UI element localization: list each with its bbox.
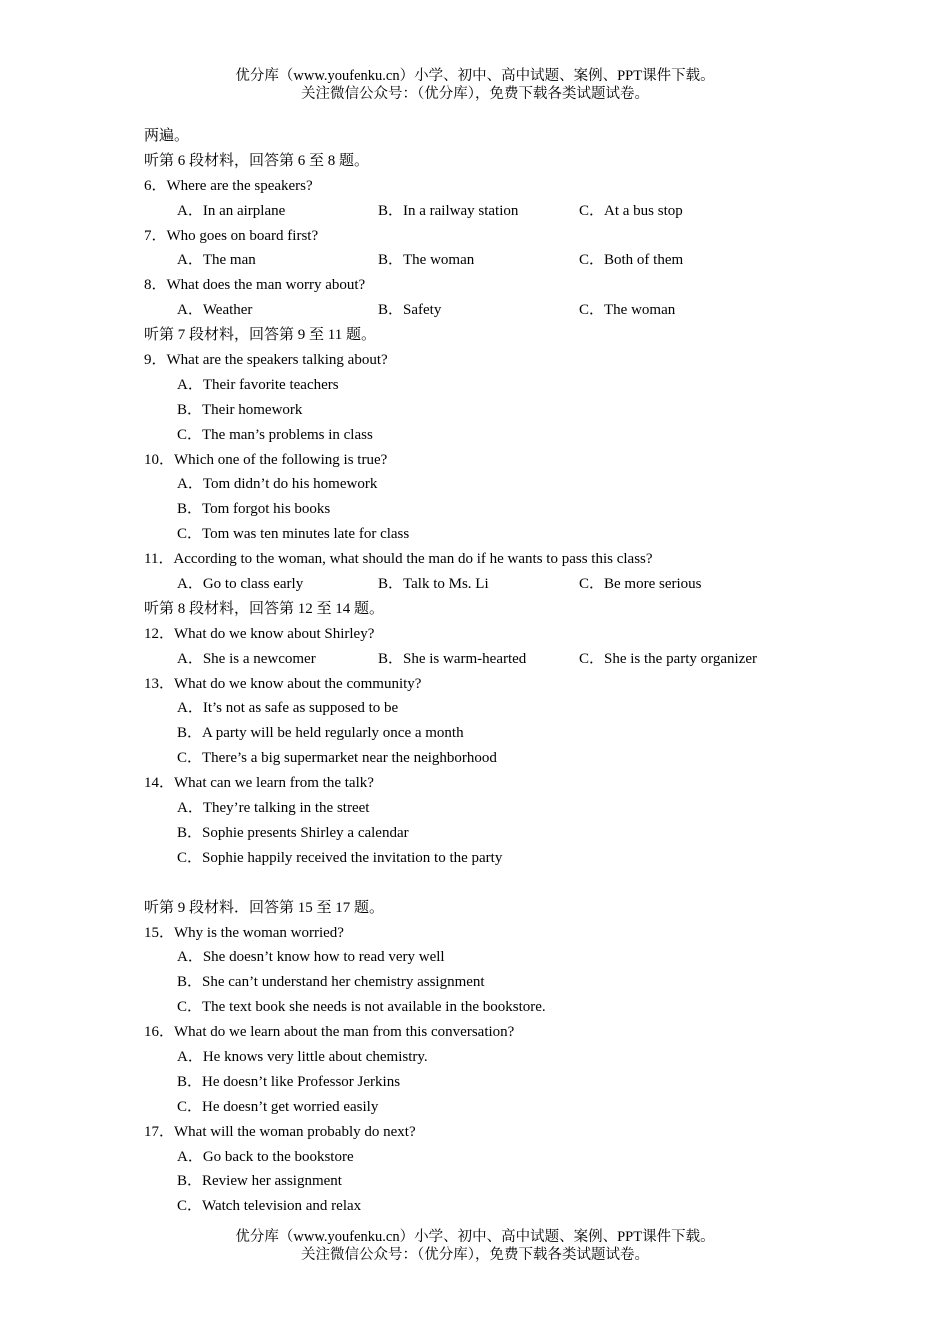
header-line-1: 优分库（www.youfenku.cn）小学、初中、高中试题、案例、PPT课件下载。	[235, 68, 715, 84]
q14-option-b: B．Sophie presents Shirley a calendar	[177, 824, 409, 841]
q12-option-b: B．She is warm-hearted	[378, 650, 527, 667]
question-7-options	[144, 248, 844, 273]
q14-option-a: A．They’re talking in the street	[177, 800, 370, 817]
question-8: 8．What does the man worry about?	[144, 277, 366, 294]
intro-text: 两遍。	[144, 128, 190, 144]
q17-option-b: B．Review her assignment	[177, 1173, 342, 1190]
q13-option-b: B．A party will be held regularly once a month	[177, 725, 464, 742]
question-10: 10．Which one of the following is true?	[144, 451, 388, 468]
q7-option-b: B．The woman	[378, 252, 475, 269]
question-11-options	[144, 572, 844, 597]
question-14: 14．What can we learn from the talk?	[144, 775, 374, 792]
q8-option-b: B．Safety	[378, 302, 442, 319]
q17-option-a: A．Go back to the bookstore	[177, 1148, 354, 1165]
q6-option-c: C．At a bus stop	[579, 202, 683, 219]
q10-option-b: B．Tom forgot his books	[177, 501, 331, 518]
exam-content	[144, 124, 844, 1219]
q15-option-c: C．The text book she needs is not available in the bookstore.	[177, 999, 546, 1016]
page-header	[0, 67, 950, 103]
q16-option-b: B．He doesn’t like Professor Jerkins	[177, 1073, 401, 1090]
q7-option-a: A．The man	[177, 252, 256, 269]
q9-option-a: A．Their favorite teachers	[177, 376, 339, 393]
q13-option-c: C．There’s a big supermarket near the neighborhood	[177, 750, 497, 767]
question-9: 9．What are the speakers talking about?	[144, 352, 388, 369]
q15-option-a: A．She doesn’t know how to read very well	[177, 949, 445, 966]
q13-option-a: A．It’s not as safe as supposed to be	[177, 700, 399, 717]
footer-line-2: 关注微信公众号：（优分库），免费下载各类试题试卷。	[301, 1247, 649, 1263]
q8-option-c: C．The woman	[579, 302, 676, 319]
question-16: 16．What do we learn about the man from this conversation?	[144, 1024, 515, 1041]
q11-option-b: B．Talk to Ms. Li	[378, 576, 489, 593]
question-8-options	[144, 298, 844, 323]
q16-option-a: A．He knows very little about chemistry.	[177, 1048, 428, 1065]
q12-option-c: C．She is the party organizer	[579, 650, 758, 667]
question-12: 12．What do we know about Shirley?	[144, 625, 375, 642]
question-15: 15．Why is the woman worried?	[144, 924, 344, 941]
question-6: 6．Where are the speakers?	[144, 177, 313, 194]
question-6-options	[144, 199, 844, 224]
section-9-title: 听第 9 段材料．回答第 15 至 17 题。	[144, 899, 385, 916]
question-17: 17．What will the woman probably do next?	[144, 1123, 416, 1140]
q11-option-c: C．Be more serious	[579, 576, 702, 593]
q17-option-c: C．Watch television and relax	[177, 1198, 362, 1215]
section-7-title: 听第 7 段材料，回答第 9 至 11 题。	[144, 327, 376, 344]
question-11: 11．According to the woman, what should the man do if he wants to pass this class?	[144, 551, 653, 568]
footer-line-1: 优分库（www.youfenku.cn）小学、初中、高中试题、案例、PPT课件下载。	[235, 1229, 715, 1245]
q9-option-b: B．Their homework	[177, 401, 303, 418]
q7-option-c: C．Both of them	[579, 252, 684, 269]
q8-option-a: A．Weather	[177, 302, 253, 319]
page-footer	[0, 1228, 950, 1264]
section-8-title: 听第 8 段材料，回答第 12 至 14 题。	[144, 600, 385, 617]
q14-option-c: C．Sophie happily received the invitation to the party	[177, 849, 503, 866]
question-7: 7．Who goes on board first?	[144, 227, 319, 244]
header-line-2: 关注微信公众号：（优分库），免费下载各类试题试卷。	[301, 86, 649, 102]
q16-option-c: C．He doesn’t get worried easily	[177, 1098, 379, 1115]
section-6-title: 听第 6 段材料，回答第 6 至 8 题。	[144, 152, 370, 169]
q6-option-a: A．In an airplane	[177, 202, 286, 219]
q10-option-c: C．Tom was ten minutes late for class	[177, 526, 410, 543]
question-12-options	[144, 647, 844, 672]
q10-option-a: A．Tom didn’t do his homework	[177, 476, 378, 493]
q6-option-b: B．In a railway station	[378, 202, 519, 219]
q15-option-b: B．She can’t understand her chemistry assignment	[177, 974, 485, 991]
q11-option-a: A．Go to class early	[177, 576, 304, 593]
question-13: 13．What do we know about the community?	[144, 675, 422, 692]
q9-option-c: C．The man’s problems in class	[177, 426, 373, 443]
spacer	[144, 871, 844, 896]
q12-option-a: A．She is a newcomer	[177, 650, 316, 667]
